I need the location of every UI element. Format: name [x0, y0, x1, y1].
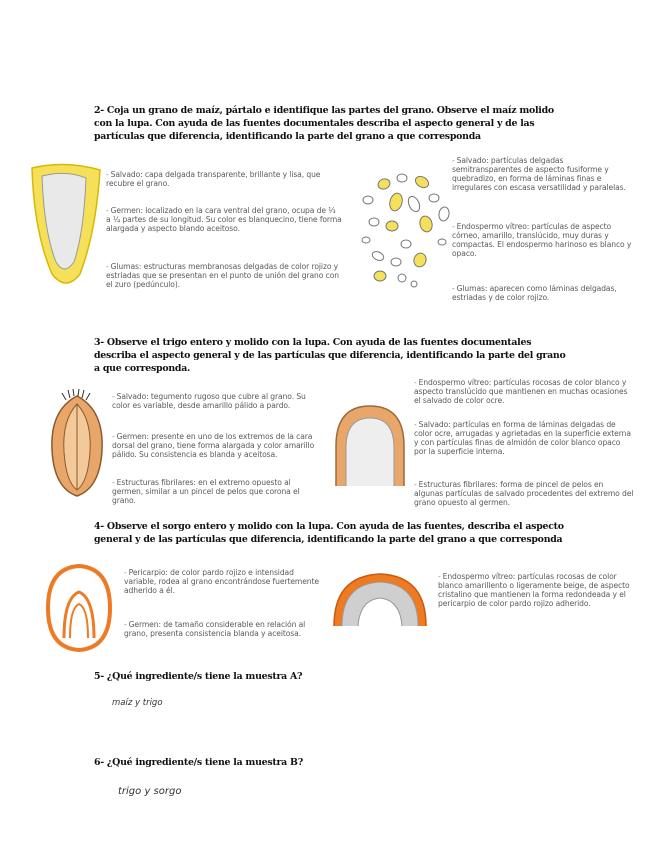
- q2-left-note-2: - Germen: localizado en la cara ventral del grano, ocupa de ⅓ a ¼ partes de su longitud. Su color es blanquecino, tiene forma alargada y aspecto blando aceitoso.: [106, 206, 342, 233]
- ground-maize-particles-drawing: [356, 164, 456, 294]
- wheat-kernel-drawing: [42, 390, 112, 500]
- q4-left-note-1: - Pericarpio: de color pardo rojizo e intensidad variable, rodea al grano encontrándose fuertemente adherido a él.: [124, 568, 319, 595]
- question-2-text: 2- Coja un grano de maíz, pártalo e identifique las partes del grano. Observe el maíz molido con la lupa. Con ayuda de las fuentes documentales describa el aspecto general y de las partículas que diferencia, identificando la parte del grano a que corresponda: [94, 105, 554, 142]
- q2-right-note-1: - Salvado: partículas delgadas semitransparentes de aspecto fusiforme y quebradizo, en forma de láminas finas e irregulares con escasa versatilidad y paralelas.: [452, 156, 626, 192]
- q2-right-note-2: - Endospermo vítreo: partículas de aspecto córneo, amarillo, translúcido, muy duras y compactas. El endospermo harinoso es blanco y opaco.: [452, 222, 632, 258]
- sorghum-cross-section-drawing: [330, 570, 430, 630]
- q3-right-note-3: - Estructuras fibrilares: forma de pincel de pelos en algunas partículas de salvado procedentes del extremo del grano opuesto al germen.: [414, 480, 634, 507]
- q3-left-note-1: - Salvado: tegumento rugoso que cubre al grano. Su color es variable, desde amarillo pálido a pardo.: [112, 392, 306, 410]
- q2-right-note-3: - Glumas: aparecen como láminas delgadas, estriadas y de color rojizo.: [452, 284, 617, 302]
- sorghum-kernel-drawing: [42, 562, 116, 654]
- q3-right-note-1: - Endospermo vítreo: partículas rocosas de color blanco y aspecto translúcido que mantienen en muchas ocasiones el salvado de color ocre.: [414, 378, 628, 405]
- question-3-text: 3- Observe el trigo entero y molido con la lupa. Con ayuda de las fuentes documentales describa el aspecto general y de las partículas que diferencia, identificando la parte del grano a que corresponda.: [94, 337, 566, 374]
- answer-5: maíz y trigo: [112, 698, 163, 708]
- question-5-text: 5- ¿Qué ingrediente/s tiene la muestra A?: [94, 671, 303, 682]
- q3-left-note-2: - Germen: presente en uno de los extremos de la cara dorsal del grano, tiene forma alargada y color amarillo pálido. Su consistencia es blanda y aceitosa.: [112, 432, 315, 459]
- q2-left-note-3: - Glumas: estructuras membranosas delgadas de color rojizo y estriadas que se presentan en el punto de unión del grano con el zuro (pedúnculo).: [106, 262, 339, 289]
- q4-left-note-2: - Germen: de tamaño considerable en relación al grano, presenta consistencia blanda y aceitosa.: [124, 620, 306, 638]
- q3-left-note-3: - Estructuras fibrilares: en el extremo opuesto al germen, similar a un pincel de pelos que corona el grano.: [112, 478, 300, 505]
- question-4-text: 4- Observe el sorgo entero y molido con la lupa. Con ayuda de las fuentes, describa el aspecto general y de las partículas que diferencia, identificando la parte del grano a que corresponda: [94, 521, 564, 545]
- question-6-text: 6- ¿Qué ingrediente/s tiene la muestra B?: [94, 757, 303, 768]
- q2-left-note-1: - Salvado: capa delgada transparente, brillante y lisa, que recubre el grano.: [106, 170, 321, 188]
- q3-right-note-2: - Salvado: partículas en forma de láminas delgadas de color ocre, arrugadas y agrietadas en la superficie externa y con partículas finas de almidón de color blanco opaco por la superficie interna.: [414, 420, 631, 456]
- answer-6: trigo y sorgo: [118, 786, 182, 797]
- q4-right-note-1: - Endospermo vítreo: partículas rocosas de color blanco amarillento o ligeramente beige, de aspecto cristalino que mantienen la forma redondeada y el pericarpio de color pardo rojizo adherido.: [438, 572, 630, 608]
- maize-kernel-drawing: [26, 162, 106, 290]
- wheat-cross-section-drawing: [330, 402, 410, 492]
